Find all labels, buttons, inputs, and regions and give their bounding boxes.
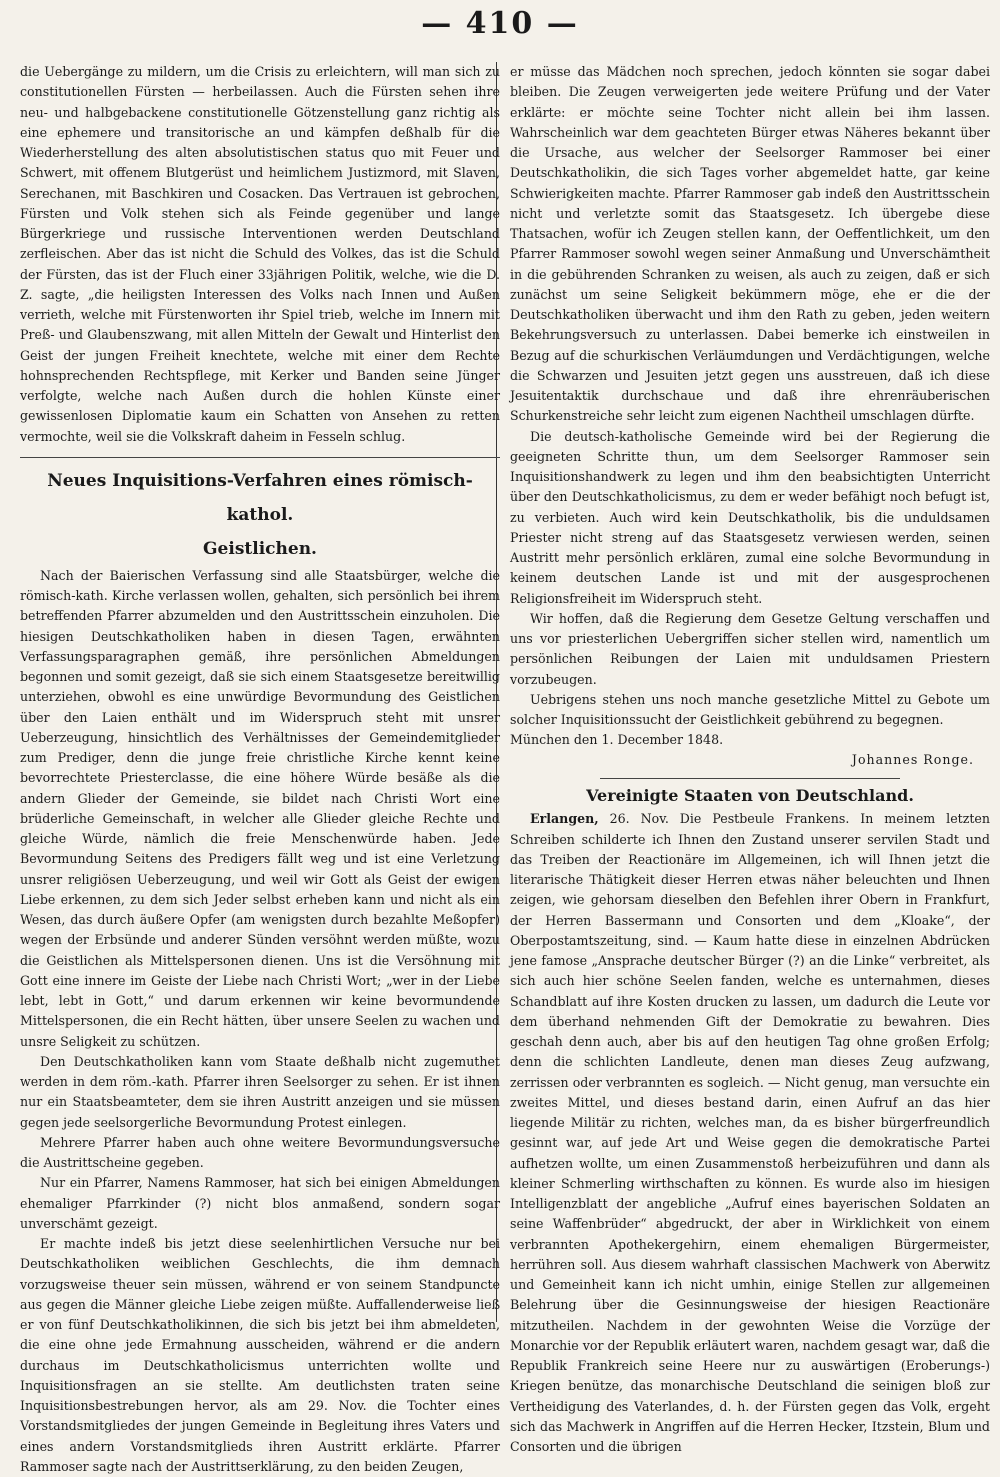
article-paragraph: Nach der Baierischen Verfassung sind alle Staatsbürger, welche die römisch-kath. Kirche verlassen wollen, gehalten, sich persönlich bei ihrem betreffenden Pfarrer abzumelden und den Austrittsschein einzuholen. Die hiesigen Deutschkatholiken haben in diesen Tagen, erwähnten Verfassungsparagraphen gemäß, ihre persönlichen Abmeldungen begonnen und somit gezeigt, daß sie sich einem Staatsgesetze bereitwillig unterziehen, obwohl es eine unwürdige Bevormundung des Geistlichen über den Laien enthält und im Widerspruch steht mit unsrer Ueberzeugung, hinsichtlich des Verhältnisses der Gemeindemitglieder zum Prediger, denn die junge freie christliche Kirche kennt keine bevorrechtete Priesterclasse, die eine höhere Würde besäße als die andern Glieder der Gemeinde, sie bildet nach Christi Wort eine brüderliche Gemeinschaft, in welcher alle Glieder gleiche Rechte und gleiche Würde, nämlich die freie Menschenwürde haben. Jede Bevormundung Seitens des Predigers fällt weg und ist eine Verletzung unsrer religiösen Ueberzeugung, und weil wir Gott als Geist der ewigen Liebe erkennen, zu dem sich Jeder selbst erheben kann und nicht als ein Wesen, das durch äußere Opfer (am wenigsten durch bezahlte Meßopfer) wegen der Erbsünde und anderer Sünden versöhnt werden müßte, wozu die Geistlichen als Mittelspersonen dienen. Uns ist die Versöhnung mit Gott eine innere im Geiste der Liebe nach Christi Wort; „wer in der Liebe lebt, lebt in Gott,“ und darum erkennen wir keine bevormundende Mittelspersonen, die ein Recht hätten, über unsere Seelen zu wachen und unsre Seligkeit zu schützen. [20,567,500,1049]
article-heading-line-2: Geistlichen. [203,538,317,559]
article-paragraph: Die deutsch-katholische Gemeinde wird bei der Regierung die geeigneten Schritte thun, um dem Seelsorger Rammoser sein Inquisitionshandwerk zu legen und ihm den beabsichtigten Unterricht über den Deutschkatholicismus, zu dem er weder befähigt noch befugt ist, zu verbieten. Auch wird kein Deutschkatholik, bis die unduldsamen Priester nicht streng auf das Staatsgesetz verwiesen werden, seinen Austritt mehr persönlich erklären, zumal eine solche Bevormundung in keinem deutschen Lande ist und mit der ausgesprochenen Religionsfreiheit im Widerspruch steht. [510,428,990,606]
article-signature: Johannes Ronge. [851,752,974,768]
page-number: — 410 — [421,6,579,41]
article-paragraph: Mehrere Pfarrer haben auch ohne weitere Bevormundungsversuche die Austrittscheine gegeben. [20,1134,500,1170]
article-paragraph: Uebrigens stehen uns noch manche gesetzliche Mittel zu Gebote um solcher Inquisitionssucht der Geistlichkeit gebührend zu begegnen. [510,691,990,727]
article-paragraph: Den Deutschkatholiken kann vom Staate deßhalb nicht zugemuthet werden in dem röm.-kath. Pfarrer ihren Seelsorger zu sehen. Er ist ihnen nur ein Staatsbeamteter, dem sie ihren Austritt anzeigen und sie müssen gegen jede seelsorgerliche Bevormundung Protest einlegen. [20,1053,500,1130]
report-paragraph [510,809,990,1457]
section-heading: Vereinigte Staaten von Deutschland. [586,786,914,806]
report-place: Erlangen, [530,811,599,827]
article-paragraph: Wir hoffen, daß die Regierung dem Gesetze Geltung verschaffen und uns vor priesterlichen Uebergriffen sicher stellen wird, namentlich um persönlichen Reibungen der Laien mit unduldsamen Priestern vorzubeugen. [510,610,990,687]
section-rule [20,457,500,458]
article-date: München den 1. December 1848. [510,732,724,748]
article-paragraph: Er machte indeß bis jetzt diese seelenhirtlichen Versuche nur bei Deutschkatholiken weiblichen Geschlechts, die ihm demnach vorzugsweise theuer sein müssen, während er von seinem Standpuncte aus gegen die Männer gleiche Liebe zeigen müßte. Auffallenderweise ließ er von fünf Deutschkatholikinnen, die sich bis jetzt bei ihm abmeldeten, die eine ohne jede Ermahnung ausscheiden, während er die andern durchaus im Deutschkatholicismus unterrichten wollte und Inquisitionsfragen an sie stellte. Am deutlichsten traten seine Inquisitionsbestrebungen hervor, als am 29. Nov. die Tochter eines Vorstandsmitgliedes der jungen Gemeinde in Begleitung ihres Vaters und eines andern Vorstandsmitglieds ihren Austritt erklärte. Pfarrer Rammoser sagte nach der Austrittserklärung, zu den beiden Zeugen, [20,1236,500,1474]
section-rule [600,778,900,779]
article-heading-line-1: Neues Inquisitions-Verfahren eines römisch-kathol. [47,470,473,525]
report-text: 26. Nov. Die Pestbeule Frankens. In meinem letzten Schreiben schilderte ich Ihnen den Zustand unserer servilen Stadt und das Treiben der Reactionäre im Allgemeinen, ich will Ihnen jetzt die literarische Thätigkeit dieser Herren etwas näher beleuchten und Ihnen zeigen, wie gehorsam dieselben den Befehlen ihrer Obern in Frankfurt, der Herren Bassermann und Consorten und dem „Kloake“, der Oberpostamtszeitung, sind. — Kaum hatte diese in einzelnen Abdrücken jene famose „Ansprache deutscher Bürger (?) an die Linke“ verbreitet, als sich auch hier schöne Seelen fanden, welche es unternahmen, dieses Schandblatt auf ihre Kosten drucken zu lassen, um dadurch die Leute vor dem überhand nehmenden Gift der Demokratie zu bewahren. Dies geschah denn auch, aber bis auf den heutigen Tag ohne großen Erfolg; denn die schlichten Landleute, denen man dieses Zeug aufzwang, zerrissen oder verbrannten es sogleich. — Nicht genug, man versuchte ein zweites Mittel, und dieses bestand darin, einen Aufruf an das hier liegende Militär zu richten, welches man, da es bisher bürgerfreundlich gesinnt war, auf jede Art und Weise gegen die demokratische Partei aufhetzen wollte, um einen Zusammenstoß herbeizuführen und dann als kleiner Schmerling wirthschaften zu können. Es wurde also im hiesigen Intelligenzblatt der angebliche „Aufruf eines bayerischen Soldaten an seine Waffenbrüder“ abgedruckt, der aber in Wirklichkeit von einem verbrannten Apothekergehirn, einem ehemaligen Bürgermeister, herrühren soll. Aus diesem wahrhaft classischen Machwerk von Aberwitz und Gemeinheit kann ich nicht umhin, einige Stellen zur allgemeinen Belehrung über die Gesinnungsweise der hiesigen Reactionäre mitzutheilen. Nachdem in der gewohnten Weise die Vorzüge der Monarchie vor der Republik erläutert waren, nachdem gesagt war, daß die Republik Frankreich seine Heere nur zu auswärtigen (Eroberungs-) Kriegen benütze, das monarchische Deutschland die seinigen bloß zur Vertheidigung des Vaterlandes, d. h. der Fürsten gegen das Volk, ergeht sich das Machwerk in Angriffen auf die Herren Hecker, Itzstein, Blum und Consorten und die übrigen [510,811,990,1454]
article-paragraph: er müsse das Mädchen noch sprechen, jedoch könnten sie sogar dabei bleiben. Die Zeugen verweigerten jede weitere Prüfung und der Vater erklärte: er möchte seine Tochter nicht allein bei ihm lassen. Wahrscheinlich war dem geachteten Bürger etwas Näheres bekannt über die Ursache, aus welcher der Seelsorger Rammoser bei einer Deutschkatholikin, die sich Tages vorher abgemeldet hatte, gar keine Schwierigkeiten machte. Pfarrer Rammoser gab indeß den Austrittsschein nicht und verletzte somit das Staatsgesetz. Ich übergebe diese Thatsachen, wofür ich Zeugen stellen kann, der Oeffentlichkeit, um den Pfarrer Rammoser sowohl wegen seiner Anmaßung und Unverschämtheit in die gebührenden Schranken zu weisen, als auch zu zeigen, daß er sich zunächst um seine Seligkeit bekümmern möge, ehe er die der Deutschkatholiken überwacht und ihm den Rath zu geben, jeden weitern Bekehrungsversuch zu unterlassen. Dabei bemerke ich einstweilen in Bezug auf die schurkischen Verläumdungen und Verdächtigungen, welche die Schwarzen und Jesuiten jetzt gegen uns ausstreuen, daß ich diese Jesuitentaktik durchschaue und daß ihre ehrenräuberischen Schurkenstreiche sehr leicht zum eigenen Nachtheil umschlagen dürfte. [510,64,990,424]
article-paragraph: Nur ein Pfarrer, Namens Rammoser, hat sich bei einigen Abmeldungen ehemaliger Pfarrkinder (?) nicht blos anmaßend, sondern sogar unverschämt gezeigt. [20,1175,500,1231]
intro-paragraph: die Uebergänge zu mildern, um die Crisis zu erleichtern, will man sich zu constitutionellen Fürsten — herbeilassen. Auch die Fürsten sehen ihre neu- und halbgebackene constitutionelle Götzenstellung ganz richtig als eine ephemere und transitorische an und kämpfen deßhalb für die Wiederherstellung des alten absolutistischen status quo mit Feuer und Schwert, mit offenem Blutgerüst und heimlichem Justizmord, mit Slaven, Serechanen, mit Baschkiren und Cosacken. Das Vertrauen ist gebrochen, Fürsten und Volk stehen sich als Feinde gegenüber und lange Bürgerkriege und russische Interventionen werden Deutschland zerfleischen. Aber das ist nicht die Schuld des Volkes, das ist die Schuld der Fürsten, das ist der Fluch einer 33jährigen Politik, welche, wie die D. Z. sagte, „die heiligsten Interessen des Volks nach Innen und Außen verrieth, welche mit Fürstenworten ihr Spiel trieb, welche im Innern mit Preß- und Glaubenszwang, mit allen Mitteln der Gewalt und Hinterlist den Geist der jungen Freiheit knechtete, welche mit einer dem Rechte hohnsprechenden Rechtspflege, mit Kerker und Banden seine Jünger verfolgte, welche nach Außen durch die hohlen Künste einer gewissenlosen Diplomatie kaum ein Schatten von Ansehen zu retten vermochte, weil sie die Volkskraft daheim in Fesseln schlug. [20,64,500,444]
right-column [510,62,990,1457]
left-column [20,62,500,1477]
